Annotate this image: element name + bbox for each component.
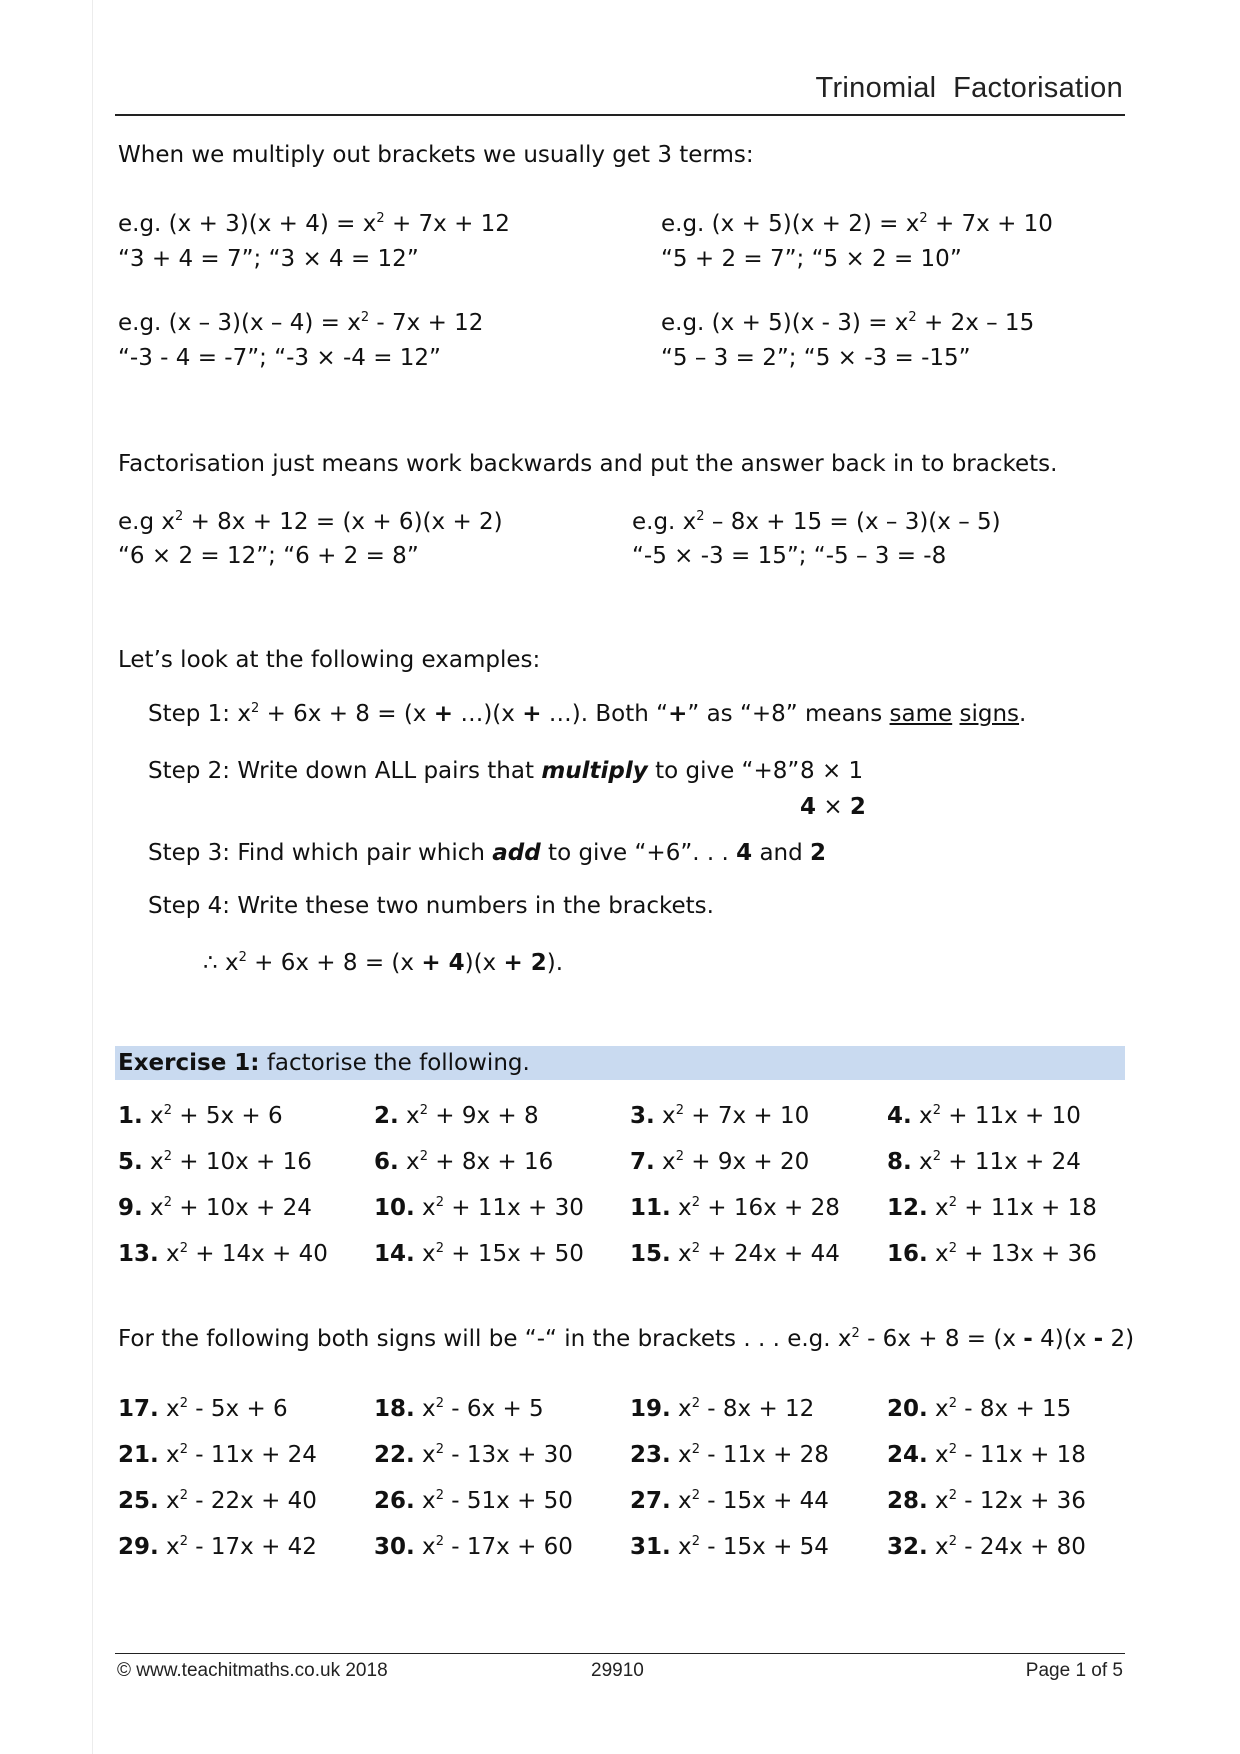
factorisation-intro: Factorisation just means work backwards and put the answer back in to brackets. [118, 451, 1058, 477]
exercise-heading: Exercise 1: factorise the following. [118, 1050, 530, 1076]
question-18: 18. $x^2 - 6x + 5$ [374, 1396, 544, 1422]
step-3: Step 3: Find which pair which add to give “+6”. . . 4 and 2 [148, 840, 827, 866]
question-26: 26. $x^2 - 51x + 50$ [374, 1488, 573, 1514]
factor-note-2: “-5 × -3 = 15”; “-5 – 3 = -8 [632, 543, 947, 569]
question-1: 1. $x^2 + 5x + 6$ [118, 1103, 283, 1129]
question-21: 21. $x^2 - 11x + 24$ [118, 1442, 317, 1468]
question-7: 7. $x^2 + 9x + 20$ [630, 1149, 810, 1175]
factor-note-1: “6 × 2 = 12”; “6 + 2 = 8” [118, 543, 419, 569]
question-30: 30. $x^2 - 17x + 60$ [374, 1534, 573, 1560]
question-29: 29. $x^2 - 17x + 42$ [118, 1534, 317, 1560]
pair-4-2: 4 × 2 [800, 794, 866, 820]
footer-page-number: Page 1 of 5 [1025, 1660, 1123, 1681]
question-25: 25. $x^2 - 22x + 40$ [118, 1488, 317, 1514]
question-15: 15. $x^2 + 24x + 44$ [630, 1241, 840, 1267]
header-rule [115, 114, 1125, 116]
question-13: 13. $x^2 + 14x + 40$ [118, 1241, 328, 1267]
expand-note-3: “-3 - 4 = -7”; “-3 × -4 = 12” [118, 345, 441, 371]
question-12: 12. $x^2 + 11x + 18$ [887, 1195, 1097, 1221]
expand-example-2: e.g. $(x + 5)(x + 2) = x^2 + 7x + 10$ [661, 211, 1053, 237]
expand-note-4: “5 – 3 = 2”; “5 × -3 = -15” [661, 345, 971, 371]
step-1: Step 1: $x^2 + 6x + 8 = (x$ + …)(x + …). Both “+” as “+8” means same signs. [148, 701, 1027, 727]
step-4: Step 4: Write these two numbers in the brackets. [148, 893, 714, 919]
expand-example-4: e.g. $(x + 5)(x - 3) = x^2 + 2x - 15$ [661, 310, 1035, 336]
both-minus-text: For the following both signs will be “-“ in the brackets . . . e.g. $x^2 - 6x + 8 = (x - 4)(x - 2)$ [118, 1326, 1135, 1352]
page-edge [92, 0, 93, 1754]
question-22: 22. $x^2 - 13x + 30$ [374, 1442, 573, 1468]
footer-rule [115, 1653, 1125, 1654]
question-24: 24. $x^2 - 11x + 18$ [887, 1442, 1086, 1468]
question-6: 6. $x^2 + 8x + 16$ [374, 1149, 554, 1175]
question-19: 19. $x^2 - 8x + 12$ [630, 1396, 815, 1422]
question-4: 4. $x^2 + 11x + 10$ [887, 1103, 1081, 1129]
question-20: 20. $x^2 - 8x + 15$ [887, 1396, 1072, 1422]
footer-code: 29910 [591, 1660, 644, 1681]
question-17: 17. $x^2 - 5x + 6$ [118, 1396, 288, 1422]
question-10: 10. $x^2 + 11x + 30$ [374, 1195, 584, 1221]
page-title: Trinomial Factorisation [815, 72, 1123, 104]
question-9: 9. $x^2 + 10x + 24$ [118, 1195, 312, 1221]
question-28: 28. $x^2 - 12x + 36$ [887, 1488, 1086, 1514]
question-3: 3. $x^2 + 7x + 10$ [630, 1103, 810, 1129]
expand-example-1: e.g. $(x + 3)(x + 4) = x^2 + 7x + 12$ [118, 211, 510, 237]
question-8: 8. $x^2 + 11x + 24$ [887, 1149, 1081, 1175]
question-2: 2. $x^2 + 9x + 8$ [374, 1103, 539, 1129]
question-32: 32. $x^2 - 24x + 80$ [887, 1534, 1086, 1560]
question-14: 14. $x^2 + 15x + 50$ [374, 1241, 584, 1267]
expand-example-3: e.g. $(x - 3)(x - 4) = x^2 - 7x + 12$ [118, 310, 484, 336]
question-11: 11. $x^2 + 16x + 28$ [630, 1195, 840, 1221]
question-16: 16. $x^2 + 13x + 36$ [887, 1241, 1097, 1267]
footer-copyright: © www.teachitmaths.co.uk 2018 [117, 1660, 388, 1681]
factor-example-1: e.g $x^2 + 8x + 12 = (x + 6)(x + 2)$ [118, 509, 503, 535]
expand-note-1: “3 + 4 = 7”; “3 × 4 = 12” [118, 246, 419, 272]
question-23: 23. $x^2 - 11x + 28$ [630, 1442, 829, 1468]
question-5: 5. $x^2 + 10x + 16$ [118, 1149, 312, 1175]
step-2: Step 2: Write down ALL pairs that multiply to give “+8” [148, 758, 800, 784]
question-31: 31. $x^2 - 15x + 54$ [630, 1534, 829, 1560]
lets-look-text: Let’s look at the following examples: [118, 647, 541, 673]
intro-text: When we multiply out brackets we usually get 3 terms: [118, 142, 754, 168]
expand-note-2: “5 + 2 = 7”; “5 × 2 = 10” [661, 246, 962, 272]
step-result: ∴ $x^2 + 6x + 8 = (x + 4)(x + 2)$. [203, 950, 564, 976]
question-27: 27. $x^2 - 15x + 44$ [630, 1488, 829, 1514]
pair-8-1: 8 × 1 [800, 758, 864, 784]
factor-example-2: e.g. $x^2 - 8x + 15 = (x - 3)(x - 5)$ [632, 509, 1001, 535]
